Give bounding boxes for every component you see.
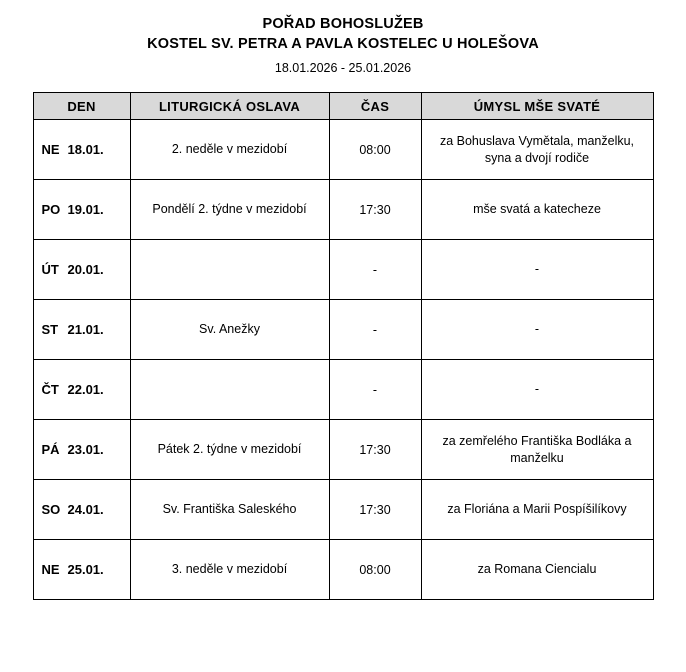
cell-intention: za zemřelého Františka Bodláka a manželku	[421, 420, 653, 480]
cell-day	[33, 360, 130, 420]
day-date: 21.01.	[67, 322, 104, 337]
cell-time: 17:30	[329, 420, 421, 480]
day-name: ST	[41, 322, 59, 337]
cell-time: 08:00	[329, 540, 421, 600]
date-range: 18.01.2026 - 25.01.2026	[274, 61, 412, 75]
cell-celebration	[130, 240, 329, 300]
cell-intention: -	[421, 360, 653, 420]
cell-celebration: Sv. Františka Saleského	[130, 480, 329, 540]
column-header-intention: ÚMYSL MŠE SVATÉ	[421, 93, 653, 120]
day-name: NE	[41, 562, 60, 577]
cell-intention: za Floriána a Marii Pospíšilíkovy	[421, 480, 653, 540]
day-date: 20.01.	[67, 262, 104, 277]
cell-intention: -	[421, 300, 653, 360]
day-name: NE	[41, 142, 60, 157]
column-header-time: ČAS	[329, 93, 421, 120]
table-row	[33, 540, 653, 600]
cell-day	[33, 300, 130, 360]
cell-time: -	[329, 240, 421, 300]
document-header	[0, 0, 686, 78]
cell-time: 17:30	[329, 480, 421, 540]
cell-day	[33, 420, 130, 480]
cell-day	[33, 120, 130, 180]
day-name: ČT	[41, 382, 59, 397]
cell-day	[33, 540, 130, 600]
cell-celebration: Pondělí 2. týdne v mezidobí	[130, 180, 329, 240]
cell-celebration: 2. neděle v mezidobí	[130, 120, 329, 180]
table-body	[33, 120, 653, 600]
church-name: KOSTEL SV. PETRA A PAVLA KOSTELEC U HOLEŠOVA	[147, 36, 539, 52]
day-date: 18.01.	[67, 142, 104, 157]
table-row	[33, 120, 653, 180]
page-title: POŘAD BOHOSLUŽEB	[262, 16, 424, 32]
cell-intention: -	[421, 240, 653, 300]
cell-day	[33, 240, 130, 300]
table-header-row	[33, 93, 653, 120]
day-date: 24.01.	[67, 502, 104, 517]
day-name: SO	[41, 502, 61, 517]
cell-celebration	[130, 360, 329, 420]
cell-intention: za Romana Ciencialu	[421, 540, 653, 600]
day-name: PO	[41, 202, 61, 217]
cell-celebration: Sv. Anežky	[130, 300, 329, 360]
cell-time: -	[329, 300, 421, 360]
table-row	[33, 180, 653, 240]
cell-time: 17:30	[329, 180, 421, 240]
table-row	[33, 240, 653, 300]
schedule-table	[33, 92, 654, 600]
column-header-celebration: LITURGICKÁ OSLAVA	[130, 93, 329, 120]
cell-celebration: 3. neděle v mezidobí	[130, 540, 329, 600]
day-date: 23.01.	[67, 442, 104, 457]
day-name: ÚT	[41, 262, 59, 277]
table-row	[33, 480, 653, 540]
cell-time: 08:00	[329, 120, 421, 180]
table-row	[33, 300, 653, 360]
column-header-day: DEN	[33, 93, 130, 120]
cell-time: -	[329, 360, 421, 420]
cell-intention: mše svatá a katecheze	[421, 180, 653, 240]
table-row	[33, 420, 653, 480]
cell-day	[33, 480, 130, 540]
day-name: PÁ	[41, 442, 60, 457]
cell-day	[33, 180, 130, 240]
day-date: 19.01.	[67, 202, 104, 217]
day-date: 25.01.	[67, 562, 104, 577]
table-row	[33, 360, 653, 420]
day-date: 22.01.	[67, 382, 104, 397]
cell-intention: za Bohuslava Vymětala, manželku, syna a dvojí rodiče	[421, 120, 653, 180]
cell-celebration: Pátek 2. týdne v mezidobí	[130, 420, 329, 480]
